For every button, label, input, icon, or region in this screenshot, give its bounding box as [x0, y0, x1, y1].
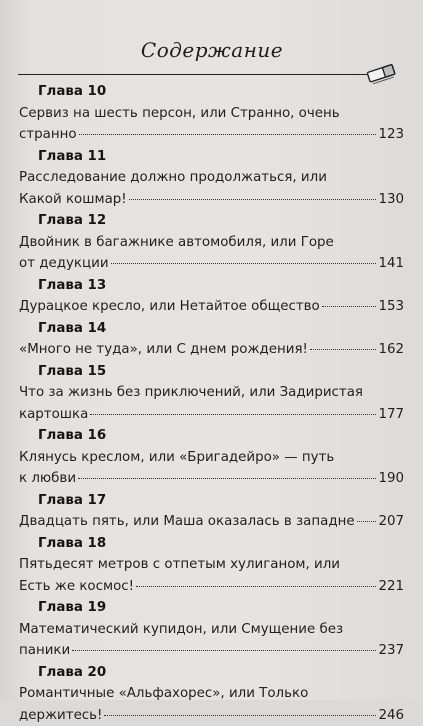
dot-leader [72, 650, 376, 651]
page-number: 190 [378, 468, 404, 490]
chapter-title-line [19, 468, 404, 490]
page-number: 153 [378, 296, 404, 318]
toc-entry [19, 81, 404, 146]
page-title: Содержание [18, 38, 406, 62]
chapter-title-line: Математический купидон, или Смущение без [19, 619, 404, 641]
chapter-title-line: Что за жизнь без приключений, или Задиристая [19, 382, 404, 404]
chapter-label: Глава 16 [19, 425, 404, 447]
chapter-title-line [19, 640, 404, 662]
chapter-title-line [19, 705, 404, 726]
chapter-label: Глава 13 [19, 275, 404, 297]
chapter-title-line: Двойник в багажнике автомобиля, или Горе [19, 232, 404, 254]
page-number: 246 [378, 705, 404, 726]
chapter-label: Глава 17 [19, 490, 404, 512]
chapter-title-line [19, 124, 404, 146]
chapter-title-line: Сервиз на шесть персон, или Странно, очень [19, 103, 404, 125]
dot-leader [78, 478, 376, 479]
toc-entry [19, 425, 404, 490]
chapter-title-line [19, 576, 404, 598]
toc-entry [19, 210, 404, 275]
page-number: 123 [378, 124, 404, 146]
page-number: 221 [378, 576, 404, 598]
page-number: 162 [378, 339, 404, 361]
toc-header [18, 30, 406, 80]
chapter-title-line [19, 404, 404, 426]
toc-entry [19, 533, 404, 598]
chapter-label: Глава 11 [19, 146, 404, 168]
chapter-label: Глава 15 [19, 361, 404, 383]
chapter-title-line [19, 511, 404, 533]
dot-leader [322, 306, 377, 307]
toc-entry [19, 597, 404, 662]
header-rule [18, 74, 370, 75]
dot-leader [129, 199, 377, 200]
toc-entry [19, 318, 404, 361]
chapter-title-line: Пятьдесят метров с отпетым хулиганом, или [19, 554, 404, 576]
table-of-contents [19, 81, 404, 726]
page-number: 130 [378, 189, 404, 211]
toc-entry [19, 662, 404, 726]
chapter-title-line [19, 253, 404, 275]
dot-leader [90, 414, 376, 415]
chapter-label: Глава 18 [19, 533, 404, 555]
dot-leader [310, 349, 377, 350]
chapter-title-text: паники [19, 640, 70, 662]
chapter-title-text: картошка [19, 404, 88, 426]
chapter-title-line: Клянусь креслом, или «Бригадейро» — путь [19, 447, 404, 469]
chapter-title-line [19, 339, 404, 361]
toc-entry [19, 490, 404, 533]
chapter-title-text: Какой кошмар! [19, 189, 127, 211]
page-number: 141 [378, 253, 404, 275]
chapter-title-text: от дедукции [19, 253, 109, 275]
chapter-label: Глава 14 [19, 318, 404, 340]
chapter-title-text: к любви [19, 468, 76, 490]
chapter-title-text: держитесь! [19, 705, 102, 726]
chapter-title-line: Романтичные «Альфахорес», или Только [19, 683, 404, 705]
chapter-label: Глава 20 [19, 662, 404, 684]
chapter-title-text: Двадцать пять, или Маша оказалась в западне [19, 511, 355, 533]
page-number: 207 [378, 511, 404, 533]
chapter-label: Глава 19 [19, 597, 404, 619]
chapter-title-line: Расследование должно продолжаться, или [19, 167, 404, 189]
dot-leader [357, 521, 377, 522]
chapter-label: Глава 10 [19, 81, 404, 103]
dot-leader [79, 134, 377, 135]
chapter-label: Глава 12 [19, 210, 404, 232]
dot-leader [104, 715, 376, 716]
chapter-title-line [19, 296, 404, 318]
chapter-title-line [19, 189, 404, 211]
chapter-title-text: Дурацкое кресло, или Нетайтое общество [19, 296, 320, 318]
toc-entry [19, 275, 404, 318]
dot-leader [111, 263, 377, 264]
dot-leader [136, 586, 376, 587]
toc-entry [19, 146, 404, 211]
chapter-title-text: странно [19, 124, 77, 146]
toc-entry [19, 361, 404, 426]
chapter-title-text: «Много не туда», или С днем рождения! [19, 339, 308, 361]
chapter-title-text: Есть же космос! [19, 576, 134, 598]
page-number: 177 [378, 404, 404, 426]
page-number: 237 [378, 640, 404, 662]
